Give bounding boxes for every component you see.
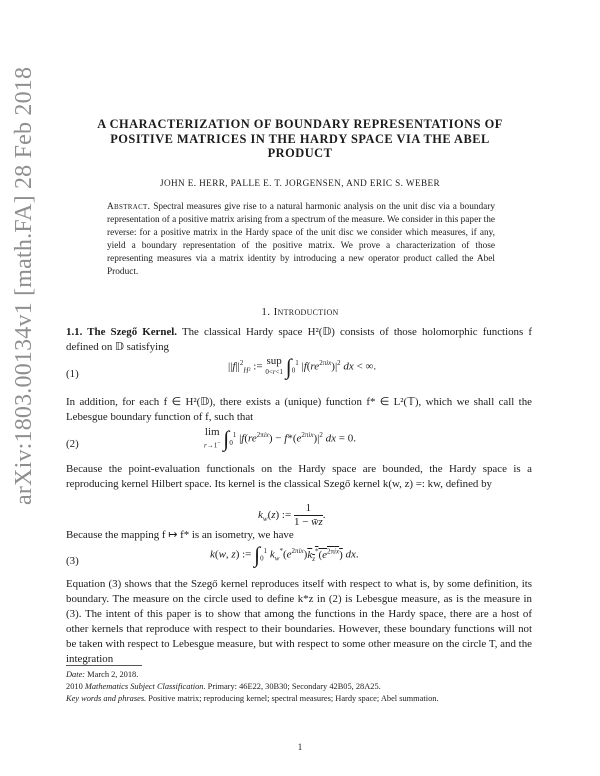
paragraph-boundary-function: In addition, for each f ∈ H²(𝔻), there exists a (unique) function f* ∈ L²(𝕋), which we shall call the Lebesgue boundary function of f, such that — [66, 396, 532, 423]
equation-number-1: (1) — [66, 368, 79, 380]
subsection-paragraph — [66, 325, 532, 355]
footnote-keywords: Key words and phrases. Positive matrix; reproducing kernel; spectral measures; Hardy space; Abel summation. — [66, 694, 439, 703]
subsection-text: The classical Hardy space H²(𝔻) consists of those holomorphic functions f defined on 𝔻 satisfying — [66, 326, 532, 353]
equation-number-2: (2) — [66, 438, 79, 450]
abstract — [107, 201, 495, 279]
footnote-msc: 2010 Mathematics Subject Classification. Primary: 46E22, 30B30; Secondary 42B05, 28A25. — [66, 682, 381, 691]
section-heading: 1. Introduction — [261, 306, 339, 318]
author-list: JOHN E. HERR, PALLE E. T. JORGENSEN, AND ERIC S. WEBER — [159, 178, 441, 188]
paragraph-isometry: Because the mapping f ↦ f* is an isometry, we have — [66, 529, 294, 541]
equation-3: k(w, z) := $\int_0^1$ $k_w^*(e^{2\pi ix})k_z^*(e^{2\pi ix})$ dx. — [210, 542, 359, 567]
equation-1: $||f||^2_{H^2}$ := sup 0<r<1 $\int_0^1$ $|f(re^{2\pi ix})|^2$ dx < ∞. — [228, 354, 377, 379]
equation-2: lim r→1− $\int_0^1$ $|f(re^{2\pi ix}) - f*(e^{2\pi ix})|^2$ dx = 0. — [204, 426, 356, 452]
page-number: 1 — [297, 742, 303, 752]
subsection-heading: 1.1. The Szegő Kernel. — [66, 326, 178, 338]
abstract-text: Spectral measures give rise to a natural harmonic analysis on the unit disc via a boundary representation of a positive matrix arising from a spectrum of the measure. We consider in this paper the reverse: for a positive matrix in the Hardy space of the unit disc we consider which measures, if any, yield a boundary representation of the positive matrix. We prove a characterization of those representing measures via a matrix identity by introducing a new operator product called the Abel Product. — [107, 202, 496, 277]
footnote-date: Date: March 2, 2018. — [66, 670, 139, 679]
equation-kernel-definition: $k_w(z)$ := $\frac{1}{1 - w̄z}$ . — [258, 502, 326, 528]
arxiv-identifier: arXiv:1803.00134v1 [math.FA] 28 Feb 2018 — [11, 66, 37, 505]
abstract-label: Abstract. — [107, 202, 151, 212]
footnote-rule — [66, 665, 142, 666]
paper-title: A CHARACTERIZATION OF BOUNDARY REPRESENTATIONS OF POSITIVE MATRICES IN THE HARDY SPACE VIA THE ABEL PRODUCT — [97, 117, 503, 160]
equation-number-3: (3) — [66, 555, 79, 567]
paragraph-szego-kernel: Because the point-evaluation functionals on the Hardy space are bounded, the Hardy space is a reproducing kernel Hilbert space. Its kernel is the classical Szegő kernel k(w, z) =: kw, defined by — [66, 463, 532, 490]
paragraph-intent: Equation (3) shows that the Szegő kernel reproduces itself with respect to what is, by some definition, its boundary. The measure on the circle used to define k*z in (2) is Lebesgue measure, as is the measure in (3). The intent of this paper is to show that among the functions in the Hardy space, there are a host of other kernels that reproduce with respect to their boundaries. However, these boundary functions will not be taken with respect to Lebesgue measure, but with respect to some other measure on the circle T, and the integration — [66, 578, 532, 665]
